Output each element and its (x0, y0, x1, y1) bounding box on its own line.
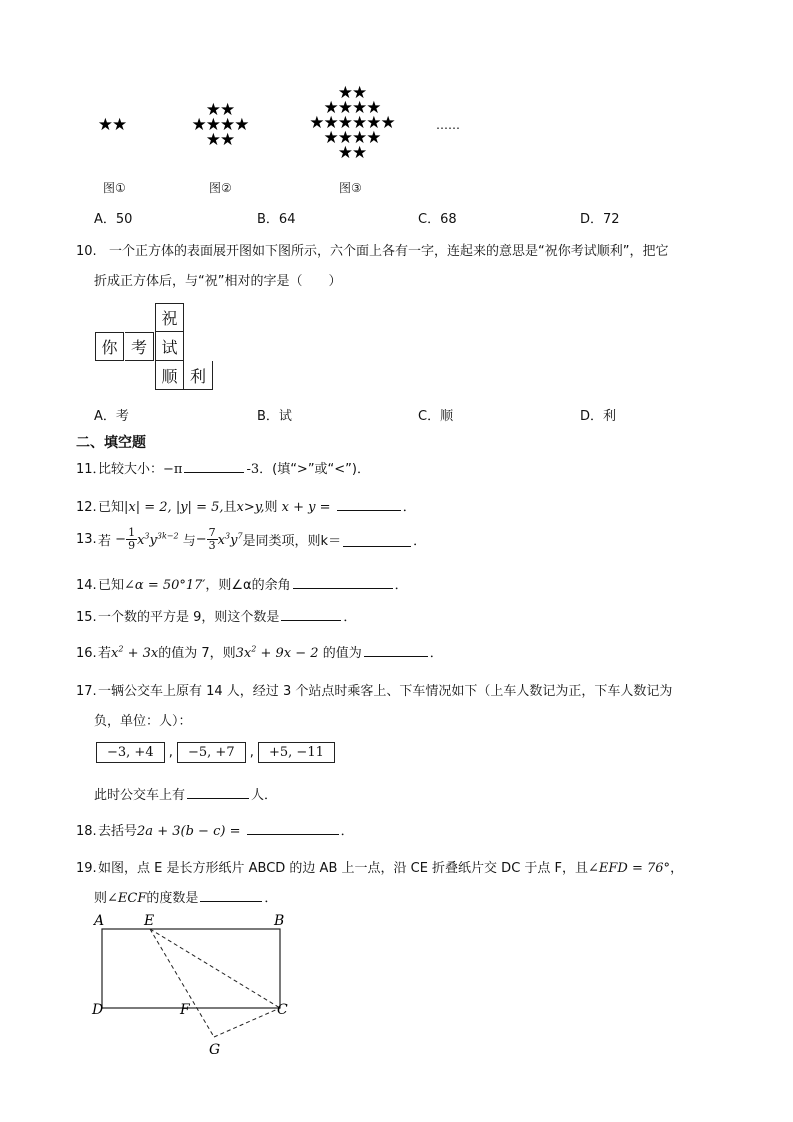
question-number: 16. (76, 646, 97, 661)
star-row: ★★ (205, 130, 235, 150)
q17-line3 (94, 784, 277, 803)
q17-line1 (76, 680, 672, 699)
question-number: 14. (76, 578, 97, 593)
star-row: ★★ (337, 143, 367, 163)
q12-ineq: x>y, (236, 500, 265, 515)
q14 (76, 574, 408, 593)
q9-option-d[interactable]: D．72 (580, 212, 620, 227)
figure-3-stars (298, 83, 406, 163)
q18-expr: 2a + 3(b − c) = (137, 824, 241, 839)
fold-line-ec (150, 929, 280, 1008)
period: ． (264, 891, 278, 906)
q9-option-a[interactable]: A．50 (94, 212, 133, 227)
net-cell-shi: 试 (155, 332, 184, 361)
question-number: 19. (76, 861, 97, 876)
point-label-g: G (209, 1042, 221, 1058)
q13-text2: 与 (182, 534, 196, 549)
period: ． (340, 824, 354, 839)
q10-line1 (76, 240, 668, 259)
net-cell-shun: 顺 (155, 361, 184, 390)
q14-text1: 已知 (98, 578, 125, 593)
q13-answer-blank[interactable] (343, 533, 411, 547)
q17-answer-blank[interactable] (187, 785, 249, 799)
point-label-a: A (94, 913, 105, 929)
q16-text1: 若 (98, 646, 112, 661)
point-label-d: D (92, 1002, 104, 1018)
net-cell-kao: 考 (125, 332, 154, 361)
q16-expr1: $x^2 + 3x$ (111, 644, 159, 661)
question-number: 11． (76, 462, 106, 477)
q13-text3: 是同类项，则k＝ (242, 534, 342, 549)
q14-angle: ∠α = 50°17′ (124, 578, 206, 593)
q17-line3-text: 此时公交车上有 (94, 788, 186, 803)
question-number: 17. (76, 684, 97, 699)
fold-line-eg (150, 929, 214, 1037)
star-row: ★★ (97, 115, 127, 135)
question-number: 12. (76, 500, 97, 515)
q11 (76, 458, 370, 477)
period: ． (343, 610, 357, 625)
q19-text: 如图，点 E 是长方形纸片 ABCD 的边 AB 上一点，沿 CE 折叠纸片交 DC 于点 F，且 (98, 861, 589, 876)
q12-text1: 已知 (98, 500, 125, 515)
q13-text1: 若 (98, 534, 112, 549)
net-cell-zhu: 祝 (155, 303, 184, 332)
q13-term1: $x^3y^{3k-2}$ (137, 531, 179, 548)
q10-option-c[interactable]: C．顺 (418, 409, 454, 424)
q9-option-c[interactable]: C．68 (418, 212, 457, 227)
q19-angle-ecf: ∠ECF (107, 891, 147, 906)
q13-fraction-1: $\frac{1}{9}$ (128, 526, 136, 552)
ellipsis: …… (436, 118, 460, 132)
question-number: 18. (76, 824, 97, 839)
q17-text: 一辆公交车上原有 14 人，经过 3 个站点时乘客上、下车情况如下（上车人数记为正，下车人数记为 (98, 684, 673, 699)
q16-text3: 的值为 (322, 646, 362, 661)
q11-expr-a: −π (163, 462, 183, 477)
figure-2-label: 图② (209, 181, 232, 195)
q19-line2a: 则 (94, 891, 108, 906)
q15 (76, 606, 356, 625)
q9-option-b[interactable]: B．64 (257, 212, 296, 227)
period: ． (413, 534, 427, 549)
star-row: ★★★★★★ (309, 113, 395, 133)
period: ． (402, 500, 416, 515)
q11-expr-b: -3 (246, 462, 260, 477)
q13-fraction-2: $\frac{7}{3}$ (208, 526, 216, 552)
point-label-e: E (144, 913, 155, 929)
q16-answer-blank[interactable] (364, 643, 428, 657)
q16 (76, 642, 443, 661)
q12-answer-blank[interactable] (337, 497, 401, 511)
q19-geometry-figure (88, 910, 298, 1060)
figure-2-stars (182, 100, 258, 150)
q19-line2b: 的度数是 (146, 891, 199, 906)
q13-term2: $x^3y^7$ (217, 531, 243, 548)
q15-answer-blank[interactable] (281, 607, 341, 621)
q14-answer-blank[interactable] (293, 575, 393, 589)
q12 (76, 496, 416, 515)
q10-option-a[interactable]: A．考 (94, 409, 129, 424)
figure-3-label: 图③ (339, 181, 362, 195)
q12-condition: |x| = 2, |y| = 5, (124, 500, 224, 515)
q13: 13.若 − $\frac{1}{9}$ $x^3y^{3k-2}$ 与− $\frac{7}{3}$ $x^3y^7$是同类项，则k＝ ． (76, 526, 427, 552)
q18-text: 去括号 (98, 824, 138, 839)
q18 (76, 820, 354, 839)
q10-text: 一个正方体的表面展开图如下图所示，六个面上各有一字，连起来的意思是“祝你考试顺利”，把它 (109, 244, 669, 259)
star-row: ★★ (205, 100, 235, 120)
question-number: 10. (76, 244, 97, 259)
point-label-b: B (274, 913, 285, 929)
q17-box-1: −3, +4 (96, 742, 165, 763)
star-row: ★★★★ (191, 115, 249, 135)
q19-answer-blank[interactable] (200, 888, 262, 902)
q11-suffix: ．(填“>”或“<”)． (259, 462, 370, 477)
q10-line2: 折成正方体后，与“祝”相对的字是（ ） (94, 274, 342, 289)
q17-boxes: −3, +4 , −5, +7 , +5, −11 (96, 742, 335, 763)
q12-text2: 且 (223, 500, 237, 515)
q17-box-3: +5, −11 (258, 742, 335, 763)
period: ． (429, 646, 443, 661)
net-cell-ni: 你 (95, 332, 124, 361)
star-row: ★★★★ (323, 98, 381, 118)
q15-text: 一个数的平方是 9，则这个数是 (98, 610, 280, 625)
star-row: ★★ (337, 83, 367, 103)
q12-expr: x + y = (281, 500, 331, 515)
rectangle-abcd (102, 929, 280, 1008)
question-number: 15. (76, 610, 97, 625)
q17-line2: 负，单位：人）： (94, 714, 192, 729)
q11-prefix: 比较大小： (98, 462, 164, 477)
section-title: 二、填空题 (76, 435, 146, 451)
q14-text2: ，则∠α的余角 (205, 578, 291, 593)
question-number: 13. (76, 532, 97, 547)
q19-line2 (94, 887, 277, 906)
point-label-c: C (277, 1002, 288, 1018)
q19-line1: 19.如图，点 E 是长方形纸片 ABCD 的边 AB 上一点，沿 CE 折叠纸片交 DC 于点 F，且∠EFD = 76°， (76, 861, 684, 876)
q16-text2: 的值为 7，则 (158, 646, 236, 661)
q10-option-b[interactable]: B．试 (257, 409, 292, 424)
q18-answer-blank[interactable] (247, 821, 339, 835)
q16-expr2: $3x^2 + 9x - 2$ (235, 644, 319, 661)
period: ． (394, 578, 408, 593)
q10-option-d[interactable]: D．利 (580, 409, 617, 424)
q11-answer-blank[interactable] (184, 459, 244, 473)
figure-1-stars (90, 115, 134, 135)
q12-text3: 则 (264, 500, 278, 515)
star-row: ★★★★ (323, 128, 381, 148)
q17-box-2: −5, +7 (177, 742, 246, 763)
figure-1-label: 图① (103, 181, 126, 195)
fold-line-gc (214, 1008, 280, 1037)
net-cell-li: 利 (184, 361, 213, 390)
q17-line3-end: 人． (251, 788, 278, 803)
point-label-f: F (180, 1002, 190, 1018)
q19-angle-efd: ∠EFD = 76° (588, 861, 671, 876)
